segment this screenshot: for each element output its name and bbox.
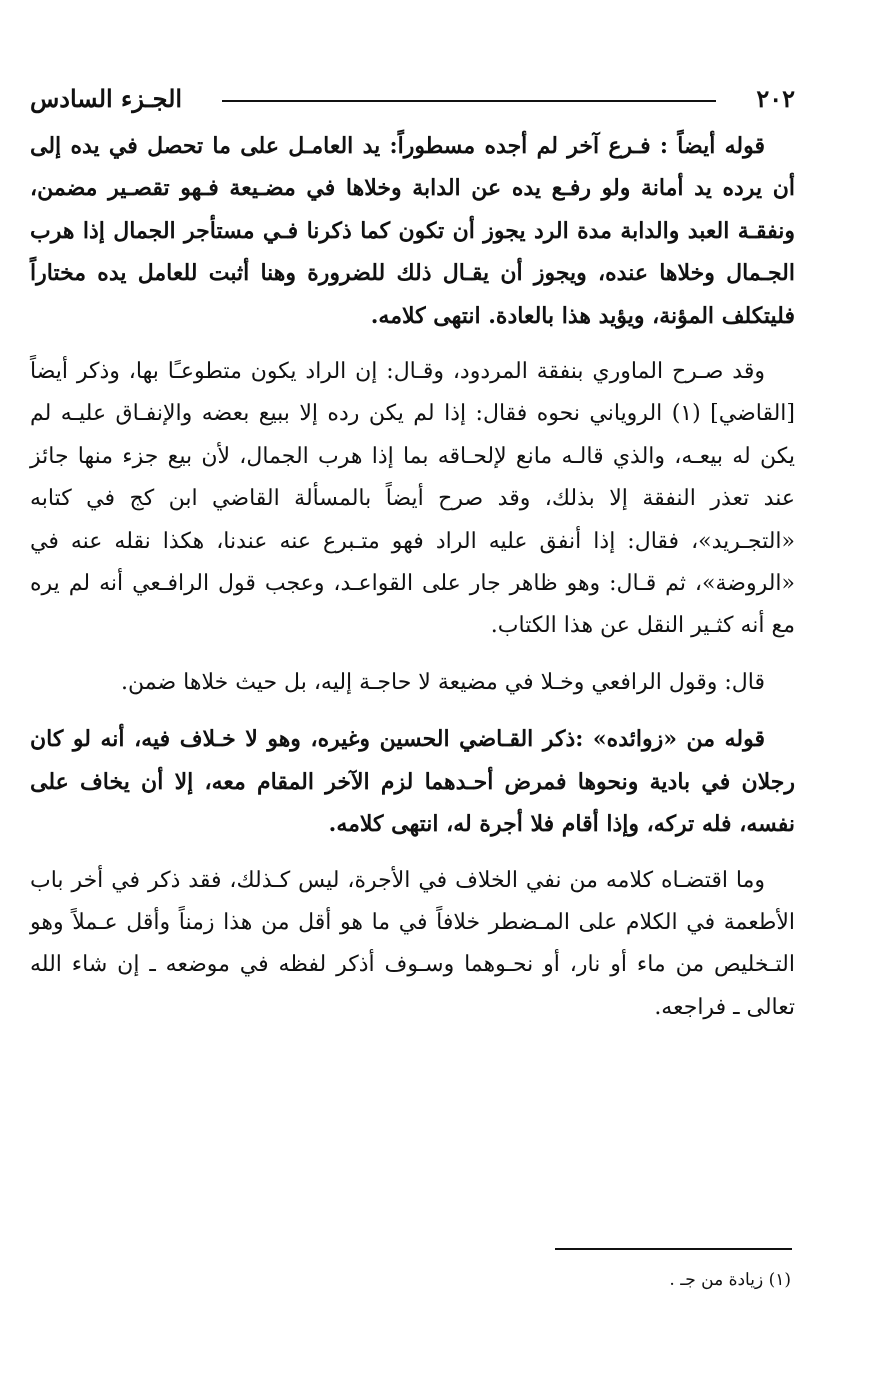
page-header	[30, 78, 795, 118]
footnote-rule	[555, 1248, 792, 1250]
page-number: ٢٠٢	[756, 83, 795, 113]
paragraph-3: قال: وقول الرافعي وخـلا في مضيعة لا حاجـة إليه، بل حيث خلاها ضمن.	[121, 669, 765, 695]
paragraph-5: وما اقتضـاه كلامه من نفي الخلاف في الأجرة، ليس كـذلك، فقد ذكر في أخر باب الأطعمة في الكلام على المـضطر خلافاً في ما هو أقل من هذا زمناً وأقل عـملاً وهو التـخليص من ماء أو نار، أو نحـوهما وسـوف أذكر لفظه في موضعه ـ إن شاء الله تعالى ـ فراجعه.	[30, 867, 795, 1020]
paragraph-2: وقد صـرح الماوري بنفقة المردود، وقـال: إن الراد يكون متطوعـًا بها، وذكر أيضاً [القاضي] (١) الروياني نحوه فقال: إذا لم يكن رده إلا ببيع بعضه والإنفـاق عليـه لم يكن له بيعـه، والذي قالـه مانع لإلحـاقه بما إذا هرب الجمال، لأن بيع جزء منها جائز عند تعذر النفقة إلا بذلك، وقد صرح أيضاً بالمسألة القاضي ابن كج في كتابه «التجـريد»، فقال: إذا أنفق عليه الراد فهو متـبرع عنه عندنا، هكذا نقله عنه في «الروضة»، ثم قـال: وهو ظاهر جار على القواعـد، وعجب قول الرافـعي أنه لم يره مع أنه كثـير النقل عن هذا الكتاب.	[30, 359, 795, 639]
paragraph-4: قوله من «زوائده» :ذكر القـاضي الحسين وغيره، وهو لا خـلاف فيه، أنه لو كان رجلان في بادية ونحوها فمرض أحـدهما لزم الآخر المقام معه، إلا أن يخاف على نفسه، فله تركه، وإذا أقام فلا أجرة له، انتهى كلامه.	[30, 726, 795, 838]
footnote: (١) زيادة من جـ .	[669, 1270, 791, 1290]
page-body	[30, 125, 795, 1043]
header-rule	[222, 100, 716, 102]
running-title: الجـزء السادس	[30, 83, 183, 113]
paragraph-1: قوله أيضاً : فـرع آخر لم أجده مسطوراً: يد العامـل على ما تحصل في يده إلى أن يرده يد أمانة ولو رفـع يده عن الدابة وخلاها في مضـيعة فـهو تقصـير مضمن، ونفقـة العبد والدابة مدة الرد يجوز أن تكون كما ذكرنا فـي مستأجر الجمال إذا هرب الجـمال وخلاها عنده، ويجوز أن يقـال ذلك للضرورة وهنا أثبت للعامل يده مختاراً فليتكلف المؤنة، ويؤيد هذا بالعادة. انتهى كلامه.	[30, 133, 795, 329]
